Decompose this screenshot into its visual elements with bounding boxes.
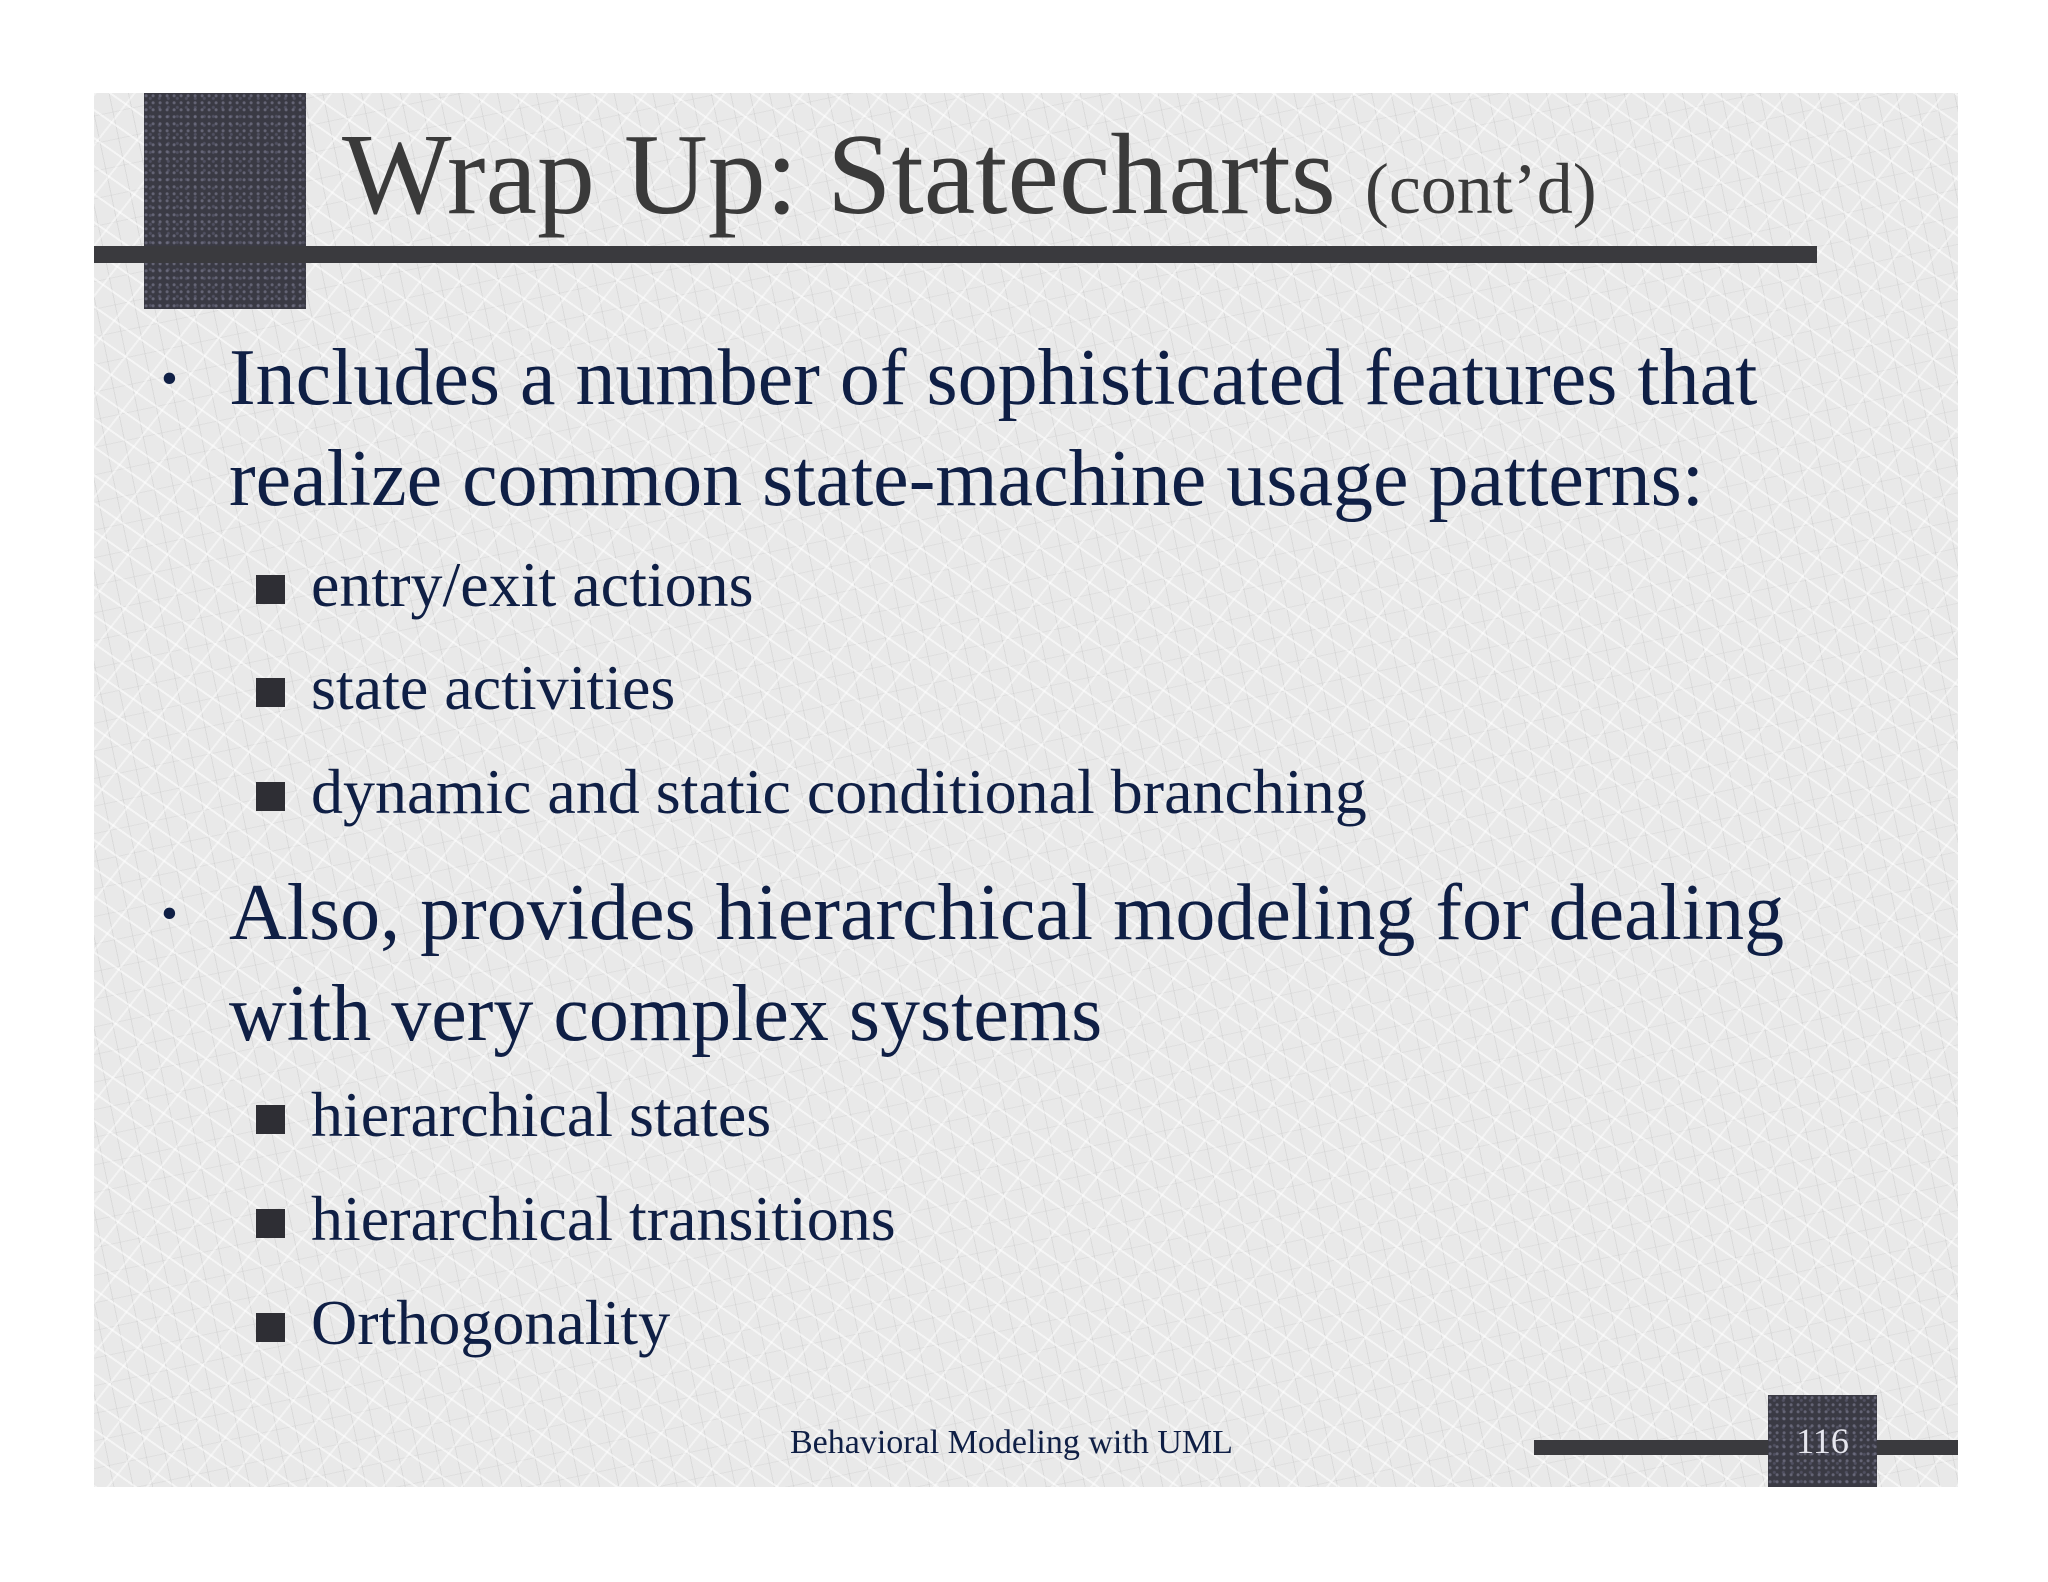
slide-footer: Behavioral Modeling with UML (790, 1424, 1233, 1461)
slide-title-suffix: (cont’d) (1364, 149, 1597, 229)
bullet-2-line-1: Also, provides hierarchical modeling for dealing (229, 869, 1785, 957)
bullet-1-subitem-1 (311, 545, 754, 625)
square-bullet-icon (256, 782, 285, 811)
bullet-dot: • (161, 887, 178, 940)
subitem-text: dynamic and static conditional branching (311, 756, 1367, 827)
footer-rule (1534, 1440, 1958, 1455)
title-corner-square (144, 93, 306, 309)
square-bullet-icon (256, 1209, 285, 1238)
subitem-text: entry/exit actions (311, 549, 754, 620)
page-number: 116 (1796, 1421, 1849, 1461)
square-bullet-icon (256, 575, 285, 604)
bullet-2-continuation (229, 964, 1909, 1065)
square-bullet-icon (256, 1313, 285, 1342)
bullet-2 (161, 863, 1909, 964)
square-bullet-icon (256, 1105, 285, 1134)
bullet-1 (161, 328, 1909, 429)
bullet-2-subitem-1 (311, 1075, 771, 1155)
subitem-text: hierarchical states (311, 1079, 772, 1150)
slide-title (342, 105, 1597, 259)
bullet-1-line-1: Includes a number of sophisticated features that (229, 334, 1758, 422)
bullet-1-line-2: realize common state-machine usage patterns: (229, 435, 1704, 523)
bullet-1-continuation (229, 429, 1909, 530)
bullet-dot: • (161, 352, 178, 405)
slide-title-main: Wrap Up: Statecharts (342, 111, 1336, 239)
bullet-2-line-2: with very complex systems (229, 970, 1103, 1058)
bullet-1-subitem-2 (311, 648, 675, 728)
square-bullet-icon (256, 678, 285, 707)
bullet-1-subitem-3 (311, 752, 1367, 832)
subitem-text: state activities (311, 652, 676, 723)
bullet-2-subitem-2 (311, 1179, 896, 1259)
subitem-text: Orthogonality (311, 1287, 671, 1358)
bullet-2-subitem-3 (311, 1283, 670, 1363)
subitem-text: hierarchical transitions (311, 1183, 896, 1254)
